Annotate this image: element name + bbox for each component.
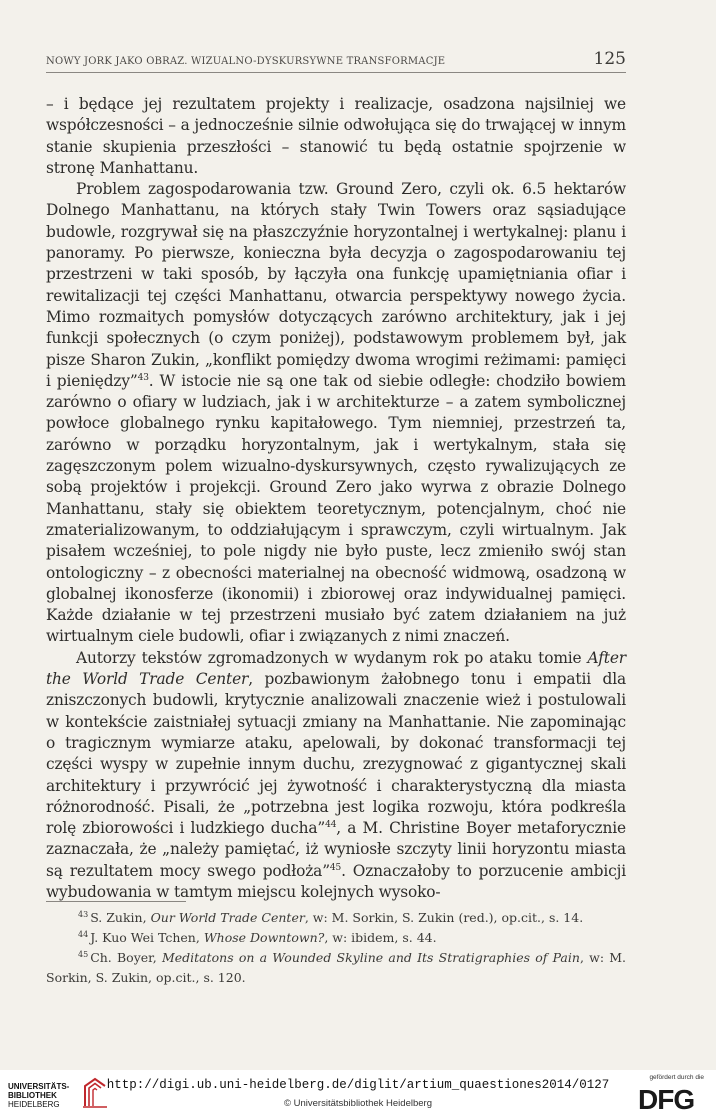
running-title: NOWY JORK JAKO OBRAZ. WIZUALNO-DYSKURSYWNE TRANSFORMACJE [46, 56, 446, 67]
book-title: After the World Trade Center [46, 648, 626, 689]
paragraph-3-text-c: , a M. Christine Boyer metaforycznie zaznaczała, że „należy pamiętać, iż wyniosłe szczyty linii horyzontu miasta są rezultatem mocy swego podłoża” [46, 819, 626, 880]
footnote-title: Meditatons on a Wounded Skyline and Its Stratigraphies of Pain [161, 950, 580, 965]
permalink-url[interactable]: http://digi.ub.uni-heidelberg.de/diglit/artium_quaestiones2014/0127 [106, 1078, 610, 1092]
viewer-footer [0, 1070, 716, 1116]
paragraph-1-text: – i będące jej rezultatem projekty i realizacje, osadzona najsilniej we współczesności – a jednocześnie silnie odwołująca się do trwającej w innym stanie skupienia przeszłości – stanowić tu będą ostatnie spojrzenie w stronę Manhattanu. [46, 95, 626, 177]
paragraph-3 [46, 648, 626, 904]
footnote-author: S. Zukin, [90, 910, 151, 925]
library-name-line-2: BIBLIOTHEK [8, 1091, 57, 1100]
footnote-source: , w: M. Sorkin, S. Zukin (red.), op.cit., s. 14. [304, 910, 584, 925]
paragraph-3-text-b: , pozbawionym żałobnego tonu i empatii dla zniszczonych budowli, krytycznie analizowali znaczenie wież i postulowali w kontekście zaistniałej sytuacji zmiany na Manhattanie. Nie zapominając o tragicznym wymiarze ataku, apelowali, by dokonać transformacji tej części wyspy w zupełnie innym duchu, zrezygnować z gigantycznej skali architektury i przywrócić jej żywotność i charakterystyczną dla miasta różnorodność. Pisali, że „potrzebna jest logika rozwoju, która podkreśla rolę zbiorowości i ludzkiego ducha” [46, 670, 626, 838]
paragraph-3-text-d: . Oznaczałoby to porzucenie ambicji wybudowania w tamtym miejscu kolejnych wysoko- [46, 861, 626, 901]
dfg-logo-icon[interactable] [638, 1084, 704, 1112]
footnote-rule [46, 901, 186, 902]
paragraph-3-text-a: Autorzy tekstów zgromadzonych w wydanym rok po ataku tomie [76, 648, 588, 667]
footnote-45 [46, 948, 626, 988]
library-name-line-3: HEIDELBERG [8, 1100, 60, 1109]
paragraph-2-text-a: Problem zagospodarowania tzw. Ground Zero, czyli ok. 6.5 hektarów Dolnego Manhattanu, na których stały Twin Towers oraz sąsiadujące budowle, rozgrywał się na płaszczyźnie horyzontalnej i wertykalnej: planu i panoramy. Po pierwsze, konieczna była decyzja o zagospodarowaniu tej przestrzeni w taki sposób, by łączyła ona funkcję upamiętniania ofiar i rewitalizacji tej części Manhattanu, otwarcia perspektywy nowego życia. Mimo rozmaitych pomysłów dotyczących zarówno architektury, jak i jej funkcji społecznych (o czym poniżej), podstawowym problemem był, jak pisze Sharon Zukin, „konflikt pomiędzy dwoma wrogimi reżimami: pamięci i pieniędzy” [46, 180, 626, 390]
dfg-logo-text: DFG [638, 1084, 695, 1112]
footnote-44 [46, 928, 626, 948]
library-name-line-1: UNIVERSITÄTS- [8, 1082, 70, 1091]
running-head [46, 49, 626, 73]
funder-caption: gefördert durch die [649, 1074, 704, 1081]
footnote-author: Ch. Boyer, [90, 950, 162, 965]
footnote-number: 43 [78, 910, 89, 919]
footnote-number: 44 [78, 930, 89, 939]
footnote-author: J. Kuo Wei Tchen, [90, 930, 204, 945]
paragraph-2-text-b: . W istocie nie są one tak od siebie odległe: chodziło bowiem zarówno o ofiary w ludziach, jak i w architekturze – a zatem symbolicznej powłoce globalnego rynku kapitałowego. Tym niemniej, przestrzeń ta, zarówno w porządku horyzontalnym, jak i wertykalnym, stała się zagęszczonym polem wizualno-dyskursywnych, często rywalizujących ze sobą projektów i projekcji. Ground Zero jako wyrwa z obrazie Dolnego Manhattanu, stały się obiektem teoretycznym, potencjalnym, choć nie zmaterializowanym, to oddziałującym i sprawczym, czyli wirtualnym. Jak pisałem wcześniej, to pole nigdy nie było puste, lecz zmieniło swój stan ontologiczny – z obecności materialnej na obecność widmową, osadzoną w globalnej ikonosferze (ikonomii) i zbiorowej oraz indywidualnej pamięci. Każde działanie w tej przestrzeni musiało być zatem działaniem na już wirtualnym ciele budowli, ofiar i związanych z nimi znaczeń. [46, 371, 626, 646]
footnote-43 [46, 908, 626, 928]
paragraph-1 [46, 94, 626, 179]
funder-block [628, 1074, 704, 1114]
footnotes [46, 908, 626, 988]
footnote-title: Whose Downtown? [203, 930, 325, 945]
footnote-source: , w: M. Sorkin, S. Zukin, op.cit., s. 120. [46, 950, 627, 985]
footnote-source: , w: ibidem, s. 44. [324, 930, 437, 945]
paragraph-2 [46, 179, 626, 648]
footnote-ref-43[interactable]: 43 [137, 372, 149, 383]
page-number: 125 [593, 49, 626, 69]
body-text [46, 94, 626, 903]
footnote-ref-44[interactable]: 44 [325, 820, 337, 831]
footnote-title: Our World Trade Center [150, 910, 305, 925]
copyright-notice: © Universitätsbibliothek Heidelberg [284, 1098, 432, 1109]
footnote-number: 45 [78, 950, 89, 959]
footnote-ref-45[interactable]: 45 [329, 862, 342, 873]
